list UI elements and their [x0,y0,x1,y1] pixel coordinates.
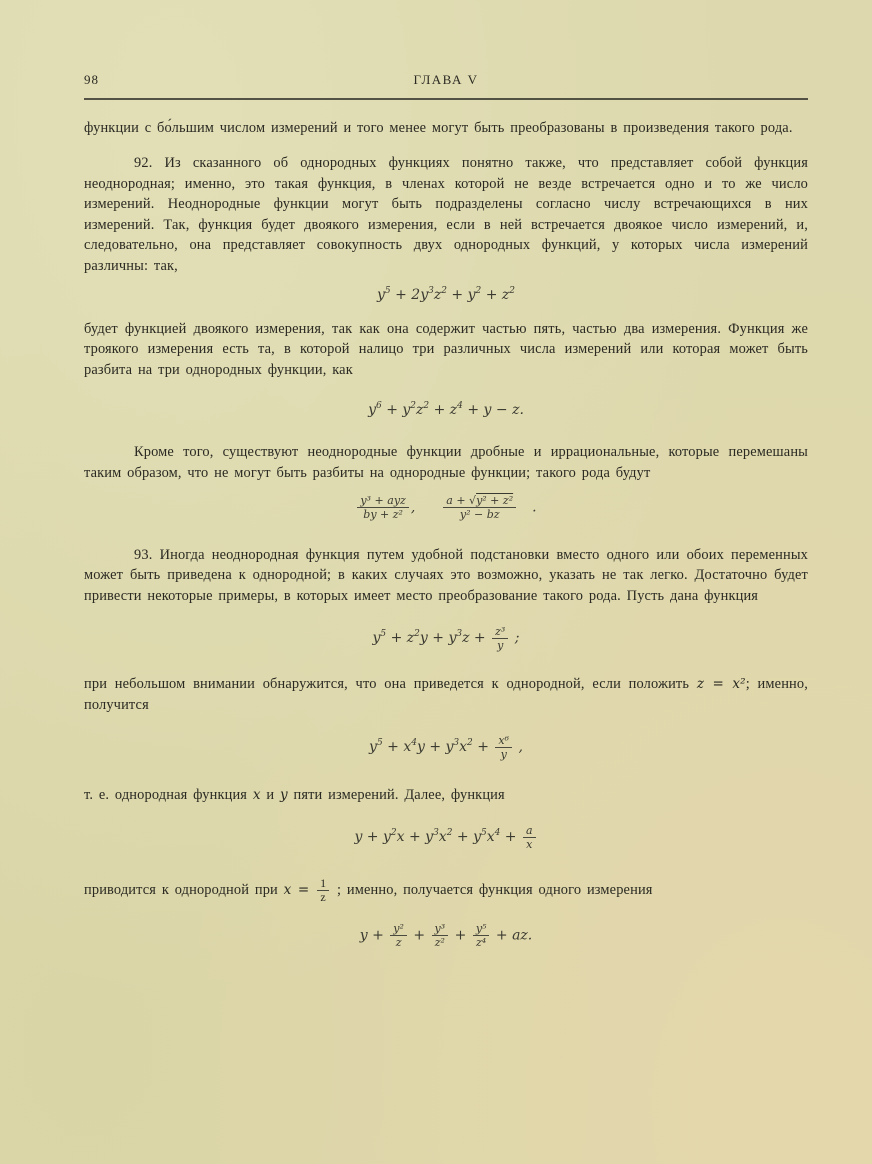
formula-second-function: $y + y^2x + y^3x^2 + y^5x^4$ + $\frac{a}{x}$ [84,823,808,851]
page-number: 98 [84,72,99,87]
paragraph-93-reduction: приводится к однородной при x = $\frac{1}{z}$ ; именно, получается функция одного измерения [84,875,653,904]
formula-one-dimension-result: y + $\frac{\text{y²}}{z}$ + $\frac{\text{y³}}{\text{z²}}$ + $\frac{\text{y⁵}}{\text{z⁴}}$ + az. [359,921,533,949]
formula-three-dimension-example: $y^6 + y^2z^2 + z^4 + y - z$. [368,401,524,419]
fraction-rational: $\frac{\text{y³ + ayz}}{\text{by + z²}}$ [357,494,408,521]
header-rule [84,98,808,100]
paragraph-92-continued: будет функцией двоякого измерения, так как она содержит частью пять, частью два измерения. Функция же троякого измерения есть та, в которой налицо три различных числа измерений или которая может быть разбита на три однородных функции, как [84,320,808,378]
paragraph-continuation: функции с бо́льшим числом измерений и того менее могут быть преобразованы в произведения такого рода. [84,119,793,136]
paragraph-92: 92. Из сказанного об однородных функциях понятно также, что представляет собой функция неоднородная; именно, это такая функция, в членах которой не везде встречается одно и то же число измерений. Неоднородные функции могут быть подразделены согласно числу встречающихся в них измерений. Так, функция будет двоякого измерения, если в ней встречается двоякое число измерений, и, следовательно, она представляет совокупность двух однородных функций, у которых числа измерений различны: так, [84,155,808,275]
paragraph-93: 93. Иногда неоднородная функция путем удобной подстановки вместо одного или обоих переменных может быть приведена к однородной; в каких случаях это возможно, указать не так легко. Достаточно будет привести некоторые примеры, в которых имеет место преобразование такого рода. Пусть дана функция [84,546,808,604]
formula-two-dimension-example: $y^5 + 2y^3z^2 + y^2 + z^2$ [377,285,515,303]
paragraph-93-substitution: при небольшом внимании обнаружится, что она приведется к однородной, если положить z = x²; именно, получится [84,675,808,713]
running-head [84,72,808,94]
chapter-title: ГЛАВА V [413,72,479,87]
paragraph-93-further: т. е. однородная функция x и y пяти измерений. Далее, функция [84,786,505,803]
book-page [84,72,808,949]
formula-given-function: $y^5 + z^2y + y^3z$ + $\frac{\text{z³}}{y}$ ; [372,624,520,652]
formula-fractional-irrational: $\frac{\text{y³ + ayz}}{\text{by + z²}}$ , $\frac{\text{a + √y² + z²}}{\text{y² − bz}}$ . [84,494,808,521]
paragraph-92-fractional: Кроме того, существуют неоднородные функции дробные и иррациональные, которые перемешаны таким образом, что не могут быть разбиты на однородные функции; такого рода будут [84,444,808,482]
formula-homogeneous-result: $y^5 + x^4y + y^3x^2$ + $\frac{\text{x⁶}}{y}$ , [369,733,523,761]
fraction-irrational: $\frac{\text{a + √y² + z²}}{\text{y² − bz}}$ [443,494,516,521]
